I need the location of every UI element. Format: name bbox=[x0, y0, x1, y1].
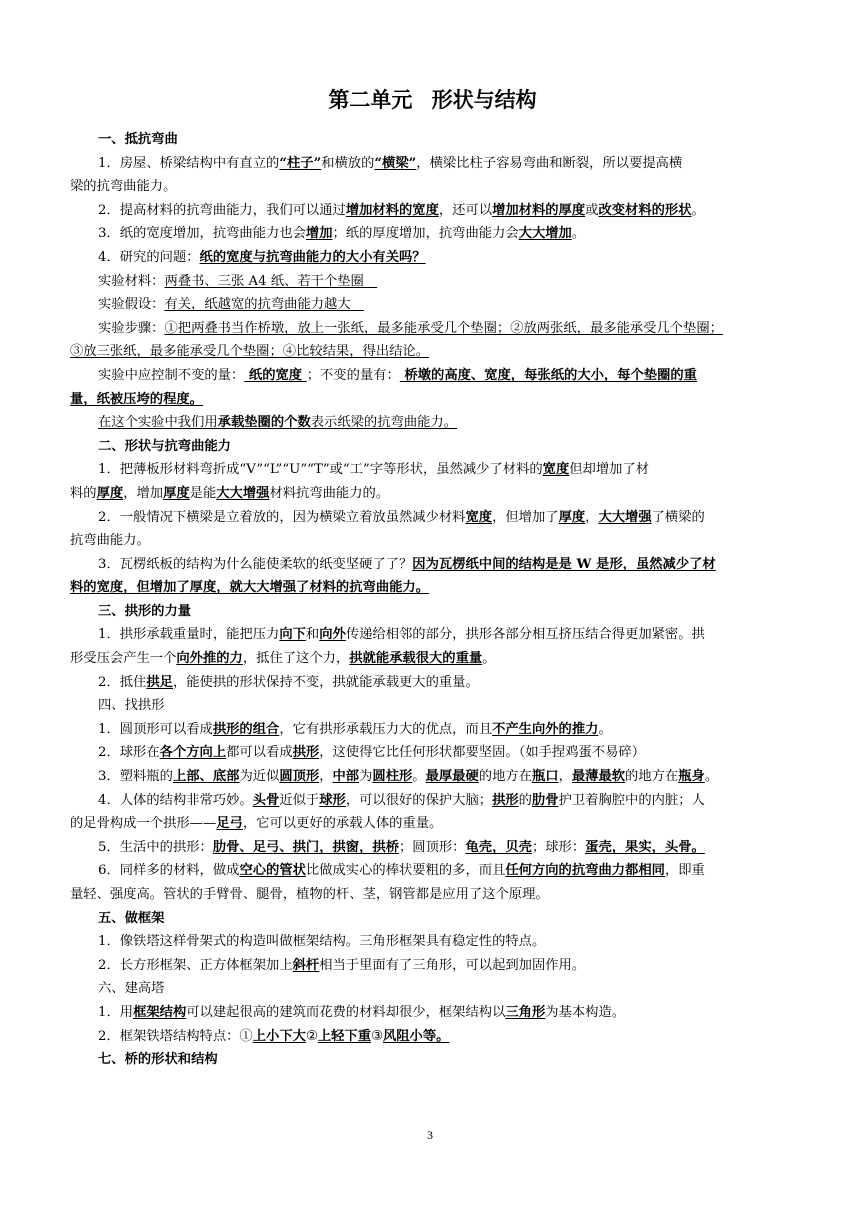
text-segment: ，它可以更好的承载人体的重量。 bbox=[242, 816, 443, 832]
text-segment: 2．球形在 bbox=[98, 745, 160, 761]
underlined-answer: 各个方向上 bbox=[159, 745, 227, 761]
text-segment: 和横放的 bbox=[321, 155, 375, 171]
text-segment: 的 bbox=[518, 792, 532, 808]
underlined-answer: 因为瓦楞纸中间的结构是是 W 是形，虽然减少了材 bbox=[412, 556, 716, 572]
underlined-answer: 拱足 bbox=[146, 674, 173, 690]
underlined-answer: 圆柱形 bbox=[372, 769, 413, 785]
underlined-answer: 拱形的组合 bbox=[212, 721, 280, 737]
text-segment: 或 bbox=[585, 202, 599, 218]
text-segment: 是能 bbox=[189, 485, 217, 501]
text-segment: 护卫着胸腔中的内脏；人 bbox=[558, 792, 705, 808]
text-line bbox=[70, 836, 795, 860]
text-segment: 2．提高材料的抗弯曲能力，我们可以通过 bbox=[98, 202, 346, 218]
text-segment: ， bbox=[585, 509, 599, 525]
underlined-answer: 在这个实验中我们用 bbox=[98, 415, 218, 431]
text-segment: 可以建起很高的建筑而花费的材料却很少，框架结构以 bbox=[186, 1004, 506, 1020]
text-segment: 1．圆顶形可以看成 bbox=[98, 721, 213, 737]
text-segment: 。 bbox=[571, 226, 586, 242]
text-segment: 。 bbox=[704, 769, 719, 785]
underlined-answer: 表示纸梁的抗弯曲能力。 bbox=[310, 415, 458, 431]
underlined-answer: 有关，纸越宽的抗弯曲能力越大 bbox=[164, 297, 364, 313]
underlined-answer: 足弓 bbox=[216, 816, 243, 832]
text-line bbox=[70, 718, 795, 742]
underlined-answer: 上小下大 bbox=[252, 1028, 306, 1044]
text-segment: 实验假设： bbox=[98, 297, 165, 313]
text-segment: 形受压会产生一个 bbox=[70, 651, 177, 667]
text-segment: 3．塑料瓶的 bbox=[98, 769, 173, 785]
underlined-answer: 拱形 bbox=[292, 745, 320, 761]
text-segment: ，横梁比柱子容易弯曲和断裂，所以要提高横 bbox=[416, 155, 683, 171]
text-segment: 。 bbox=[482, 651, 496, 667]
underlined-answer: 厚度 bbox=[163, 485, 190, 501]
section-heading bbox=[70, 907, 795, 931]
underlined-answer: 大大增加 bbox=[518, 226, 572, 242]
text-segment: 梁的抗弯曲能力。 bbox=[70, 179, 177, 195]
underlined-answer: 最薄最软 bbox=[571, 769, 626, 785]
text-segment: 的地方在 bbox=[625, 769, 679, 785]
page-number: 3 bbox=[427, 1128, 433, 1142]
text-segment: 实验步骤： bbox=[98, 320, 165, 336]
text-line bbox=[70, 411, 795, 435]
underlined-answer: 桥墩的高度、宽度，每张纸的大小，每个垫圈的重 bbox=[399, 367, 697, 383]
underlined-answer: 增加 bbox=[305, 226, 333, 242]
text-segment: 。 bbox=[691, 202, 705, 218]
text-segment: 5．生活中的拱形： bbox=[98, 839, 213, 855]
text-line bbox=[70, 506, 795, 530]
underlined-answer: 空心的管状 bbox=[239, 863, 306, 879]
text-segment: 实验材料： bbox=[98, 273, 165, 289]
text-segment: 了横梁的 bbox=[651, 509, 705, 525]
underlined-answer: 肋骨 bbox=[531, 792, 559, 808]
text-line bbox=[70, 270, 795, 294]
underlined-answer: 瓶身 bbox=[678, 769, 705, 785]
text-segment: ，这使得它比任何形状都要坚固。（如手捏鸡蛋不易碎） bbox=[319, 745, 645, 761]
text-segment: 2．框架铁塔结构特点：① bbox=[98, 1028, 253, 1044]
underlined-answer: 量，纸被压垮的程度。 bbox=[70, 391, 203, 407]
underlined-answer: 两叠书、三张 A4 纸、若干个垫圈 bbox=[164, 273, 378, 289]
text-segment: ；纸的厚度增加，抗弯曲能力会 bbox=[332, 226, 519, 242]
text-segment: 和 bbox=[305, 627, 320, 643]
text-line bbox=[70, 859, 795, 883]
underlined-answer: 承载垫圈的个数 bbox=[217, 415, 311, 431]
text-segment: 抗弯曲能力。 bbox=[70, 533, 150, 549]
underlined-answer: 风阻小等。 bbox=[382, 1028, 450, 1044]
text-segment: ，还可以 bbox=[438, 202, 493, 218]
text-segment: ， bbox=[319, 769, 333, 785]
underlined-answer: 三角形 bbox=[505, 1004, 546, 1020]
text-line bbox=[70, 199, 795, 223]
underlined-answer: 蛋壳，果实，头骨。 bbox=[585, 839, 705, 855]
text-segment: 3．纸的宽度增加，抗弯曲能力也会 bbox=[98, 226, 306, 242]
section-heading bbox=[70, 435, 795, 459]
underlined-answer: ①把两叠书当作桥墩，放上一张纸，最多能承受几个垫圈；②放两张纸，最多能承受几个垫圈； bbox=[164, 320, 723, 336]
text-segment: 。 bbox=[412, 769, 426, 785]
text-segment: ，它有拱形承载压力大的优点，而且 bbox=[279, 721, 493, 737]
text-segment: 比做成实心的棒状要粗的多，而且 bbox=[305, 863, 506, 879]
underlined-answer: 上部、底部 bbox=[172, 769, 240, 785]
text-segment: 的足骨构成一个拱形—— bbox=[70, 816, 217, 832]
document-body bbox=[70, 128, 795, 1072]
text-segment: ，增加 bbox=[123, 485, 164, 501]
text-line bbox=[70, 293, 795, 317]
text-line bbox=[70, 954, 795, 978]
page-title: 第二单元 形状与结构 bbox=[328, 88, 537, 112]
text-line bbox=[70, 152, 795, 176]
underlined-answer: 球形 bbox=[319, 792, 346, 808]
underlined-answer: 厚度 bbox=[96, 485, 124, 501]
underlined-answer: 上轻下重 bbox=[317, 1028, 372, 1044]
text-segment: ，但增加了 bbox=[492, 509, 559, 525]
text-line bbox=[70, 623, 795, 647]
text-segment: 近似于 bbox=[279, 792, 320, 808]
text-segment: 料的 bbox=[70, 485, 97, 501]
text-segment: 六、建高塔 bbox=[98, 981, 165, 997]
text-line bbox=[70, 388, 795, 412]
underlined-answer: 拱就能承载很大的重量 bbox=[349, 651, 483, 667]
text-line bbox=[70, 317, 795, 341]
underlined-answer: 宽度 bbox=[542, 462, 570, 478]
underlined-answer: 肋骨、足弓、拱门，拱窗，拱桥 bbox=[212, 839, 399, 855]
underlined-answer: 大大增强 bbox=[216, 485, 270, 501]
text-segment: 1．用 bbox=[98, 1004, 134, 1020]
text-segment: ，即重 bbox=[664, 863, 705, 879]
underlined-answer: 最厚最硬 bbox=[425, 769, 479, 785]
underlined-answer: “柱子” bbox=[279, 155, 322, 171]
text-line bbox=[70, 930, 795, 954]
text-segment: 2．一般情况下横梁是立着放的，因为横梁立着放虽然减少材料 bbox=[98, 509, 466, 525]
text-line bbox=[70, 812, 795, 836]
text-segment: ③ bbox=[371, 1028, 383, 1044]
text-line bbox=[70, 883, 795, 907]
underlined-answer: 瓶口 bbox=[531, 769, 559, 785]
text-segment: 但却增加了材 bbox=[569, 462, 650, 478]
text-segment: ；不变的量有： bbox=[306, 367, 400, 383]
text-segment: 3．瓦楞纸板的结构为什么能使柔软的纸变坚硬了了？ bbox=[98, 556, 413, 572]
text-segment: 1．房屋、桥梁结构中有直立的 bbox=[98, 155, 280, 171]
text-segment: 二、形状与抗弯曲能力 bbox=[98, 438, 231, 454]
text-line bbox=[70, 364, 795, 388]
underlined-answer: 纸的宽度 bbox=[244, 367, 307, 383]
underlined-answer: 拱形 bbox=[492, 792, 519, 808]
text-segment: 为 bbox=[359, 769, 373, 785]
text-line bbox=[70, 553, 795, 577]
underlined-answer: 向外 bbox=[319, 627, 346, 643]
text-line bbox=[70, 694, 795, 718]
text-segment: 4．人体的结构非常巧妙。 bbox=[98, 792, 253, 808]
text-line bbox=[70, 647, 795, 671]
text-segment: 1．把薄板形材料弯折成“V”“L”“U”“T”或“工”字等形状，虽然减少了材料的 bbox=[98, 462, 543, 478]
underlined-answer: 圆顶形 bbox=[279, 769, 320, 785]
section-heading bbox=[70, 600, 795, 624]
underlined-answer: 纸的宽度与抗弯曲能力的大小有关吗？ bbox=[199, 249, 426, 265]
text-segment: 都可以看成 bbox=[226, 745, 293, 761]
text-line bbox=[70, 671, 795, 695]
text-segment: 一、抵抗弯曲 bbox=[98, 132, 178, 147]
underlined-answer: 向下 bbox=[279, 627, 306, 643]
underlined-answer: 改变材料的形状 bbox=[598, 202, 692, 218]
underlined-answer: 中部 bbox=[332, 769, 360, 785]
text-line bbox=[70, 175, 795, 199]
text-segment: 相当于里面有了三角形，可以起到加固作用。 bbox=[319, 957, 586, 973]
text-line bbox=[70, 458, 795, 482]
underlined-answer: 厚度 bbox=[558, 509, 586, 525]
underlined-answer: 龟壳，贝壳 bbox=[465, 839, 532, 855]
text-line bbox=[70, 741, 795, 765]
text-segment: 三、拱形的力量 bbox=[98, 603, 192, 619]
text-line bbox=[70, 576, 795, 600]
text-segment: 为近似 bbox=[239, 769, 280, 785]
text-segment: 实验中应控制不变的量： bbox=[98, 367, 245, 383]
underlined-answer: 任何方向的抗弯曲力都相同 bbox=[505, 863, 665, 879]
underlined-answer: 增加材料的厚度 bbox=[492, 202, 586, 218]
underlined-answer: 框架结构 bbox=[133, 1004, 187, 1020]
text-line bbox=[70, 765, 795, 789]
text-segment: ；圆顶形： bbox=[399, 839, 466, 855]
text-segment: 传递给相邻的部分，拱形各部分相互挤压结合得更加紧密。拱 bbox=[345, 627, 705, 643]
text-segment: 材料抗弯曲能力的。 bbox=[269, 485, 390, 501]
text-line bbox=[70, 482, 795, 506]
text-segment: 五、做框架 bbox=[98, 910, 165, 926]
text-line bbox=[70, 222, 795, 246]
text-line bbox=[70, 1025, 795, 1049]
underlined-answer: “横梁” bbox=[374, 155, 417, 171]
section-heading bbox=[70, 128, 795, 152]
text-segment: 6．同样多的材料，做成 bbox=[98, 863, 240, 879]
text-segment: 2．长方形框架、正方体框架加上 bbox=[98, 957, 293, 973]
text-segment: 4．研究的问题： bbox=[98, 249, 200, 265]
underlined-answer: 料的宽度，但增加了厚度，就大大增强了材料的抗弯曲能力。 bbox=[70, 580, 430, 596]
underlined-answer: 斜杆 bbox=[292, 957, 320, 973]
text-segment: ，能使拱的形状保持不变，拱就能承载更大的重量。 bbox=[172, 674, 479, 690]
text-line bbox=[70, 1001, 795, 1025]
text-segment: 四、找拱形 bbox=[98, 698, 165, 714]
text-segment: 1．拱形承载重量时，能把压力 bbox=[98, 627, 280, 643]
underlined-answer: ③放三张纸，最多能承受几个垫圈；④比较结果，得出结论。 bbox=[70, 344, 430, 360]
text-segment: 为基本构造。 bbox=[545, 1004, 626, 1020]
underlined-answer: 宽度 bbox=[465, 509, 493, 525]
underlined-answer: 增加材料的宽度 bbox=[345, 202, 439, 218]
text-segment: ，抵住了这个力， bbox=[242, 651, 350, 667]
text-line bbox=[70, 246, 795, 270]
text-segment: 的地方在 bbox=[478, 769, 532, 785]
text-segment: ② bbox=[305, 1028, 318, 1044]
text-segment: ，可以很好的保护大脑； bbox=[345, 792, 493, 808]
text-line bbox=[70, 789, 795, 813]
underlined-answer: 大大增强 bbox=[598, 509, 652, 525]
text-segment: 。 bbox=[598, 721, 612, 737]
text-segment: 2．抵住 bbox=[98, 674, 147, 690]
section-heading bbox=[70, 1048, 795, 1072]
text-segment: ；球形： bbox=[531, 839, 586, 855]
text-segment: 七、桥的形状和结构 bbox=[98, 1052, 218, 1068]
underlined-answer: 头骨 bbox=[252, 792, 280, 808]
text-line bbox=[70, 529, 795, 553]
text-segment: 量轻、强度高。管状的手臂骨、腿骨，植物的杆、茎，钢管都是应用了这个原理。 bbox=[70, 887, 549, 902]
underlined-answer: 向外推的力 bbox=[176, 651, 243, 667]
text-segment: 1．像铁塔这样骨架式的构造叫做框架结构。三角形框架具有稳定性的特点。 bbox=[98, 934, 546, 950]
underlined-answer: 不产生向外的推力 bbox=[492, 721, 599, 737]
text-line bbox=[70, 977, 795, 1001]
text-line bbox=[70, 340, 795, 364]
text-segment: ， bbox=[558, 769, 572, 785]
